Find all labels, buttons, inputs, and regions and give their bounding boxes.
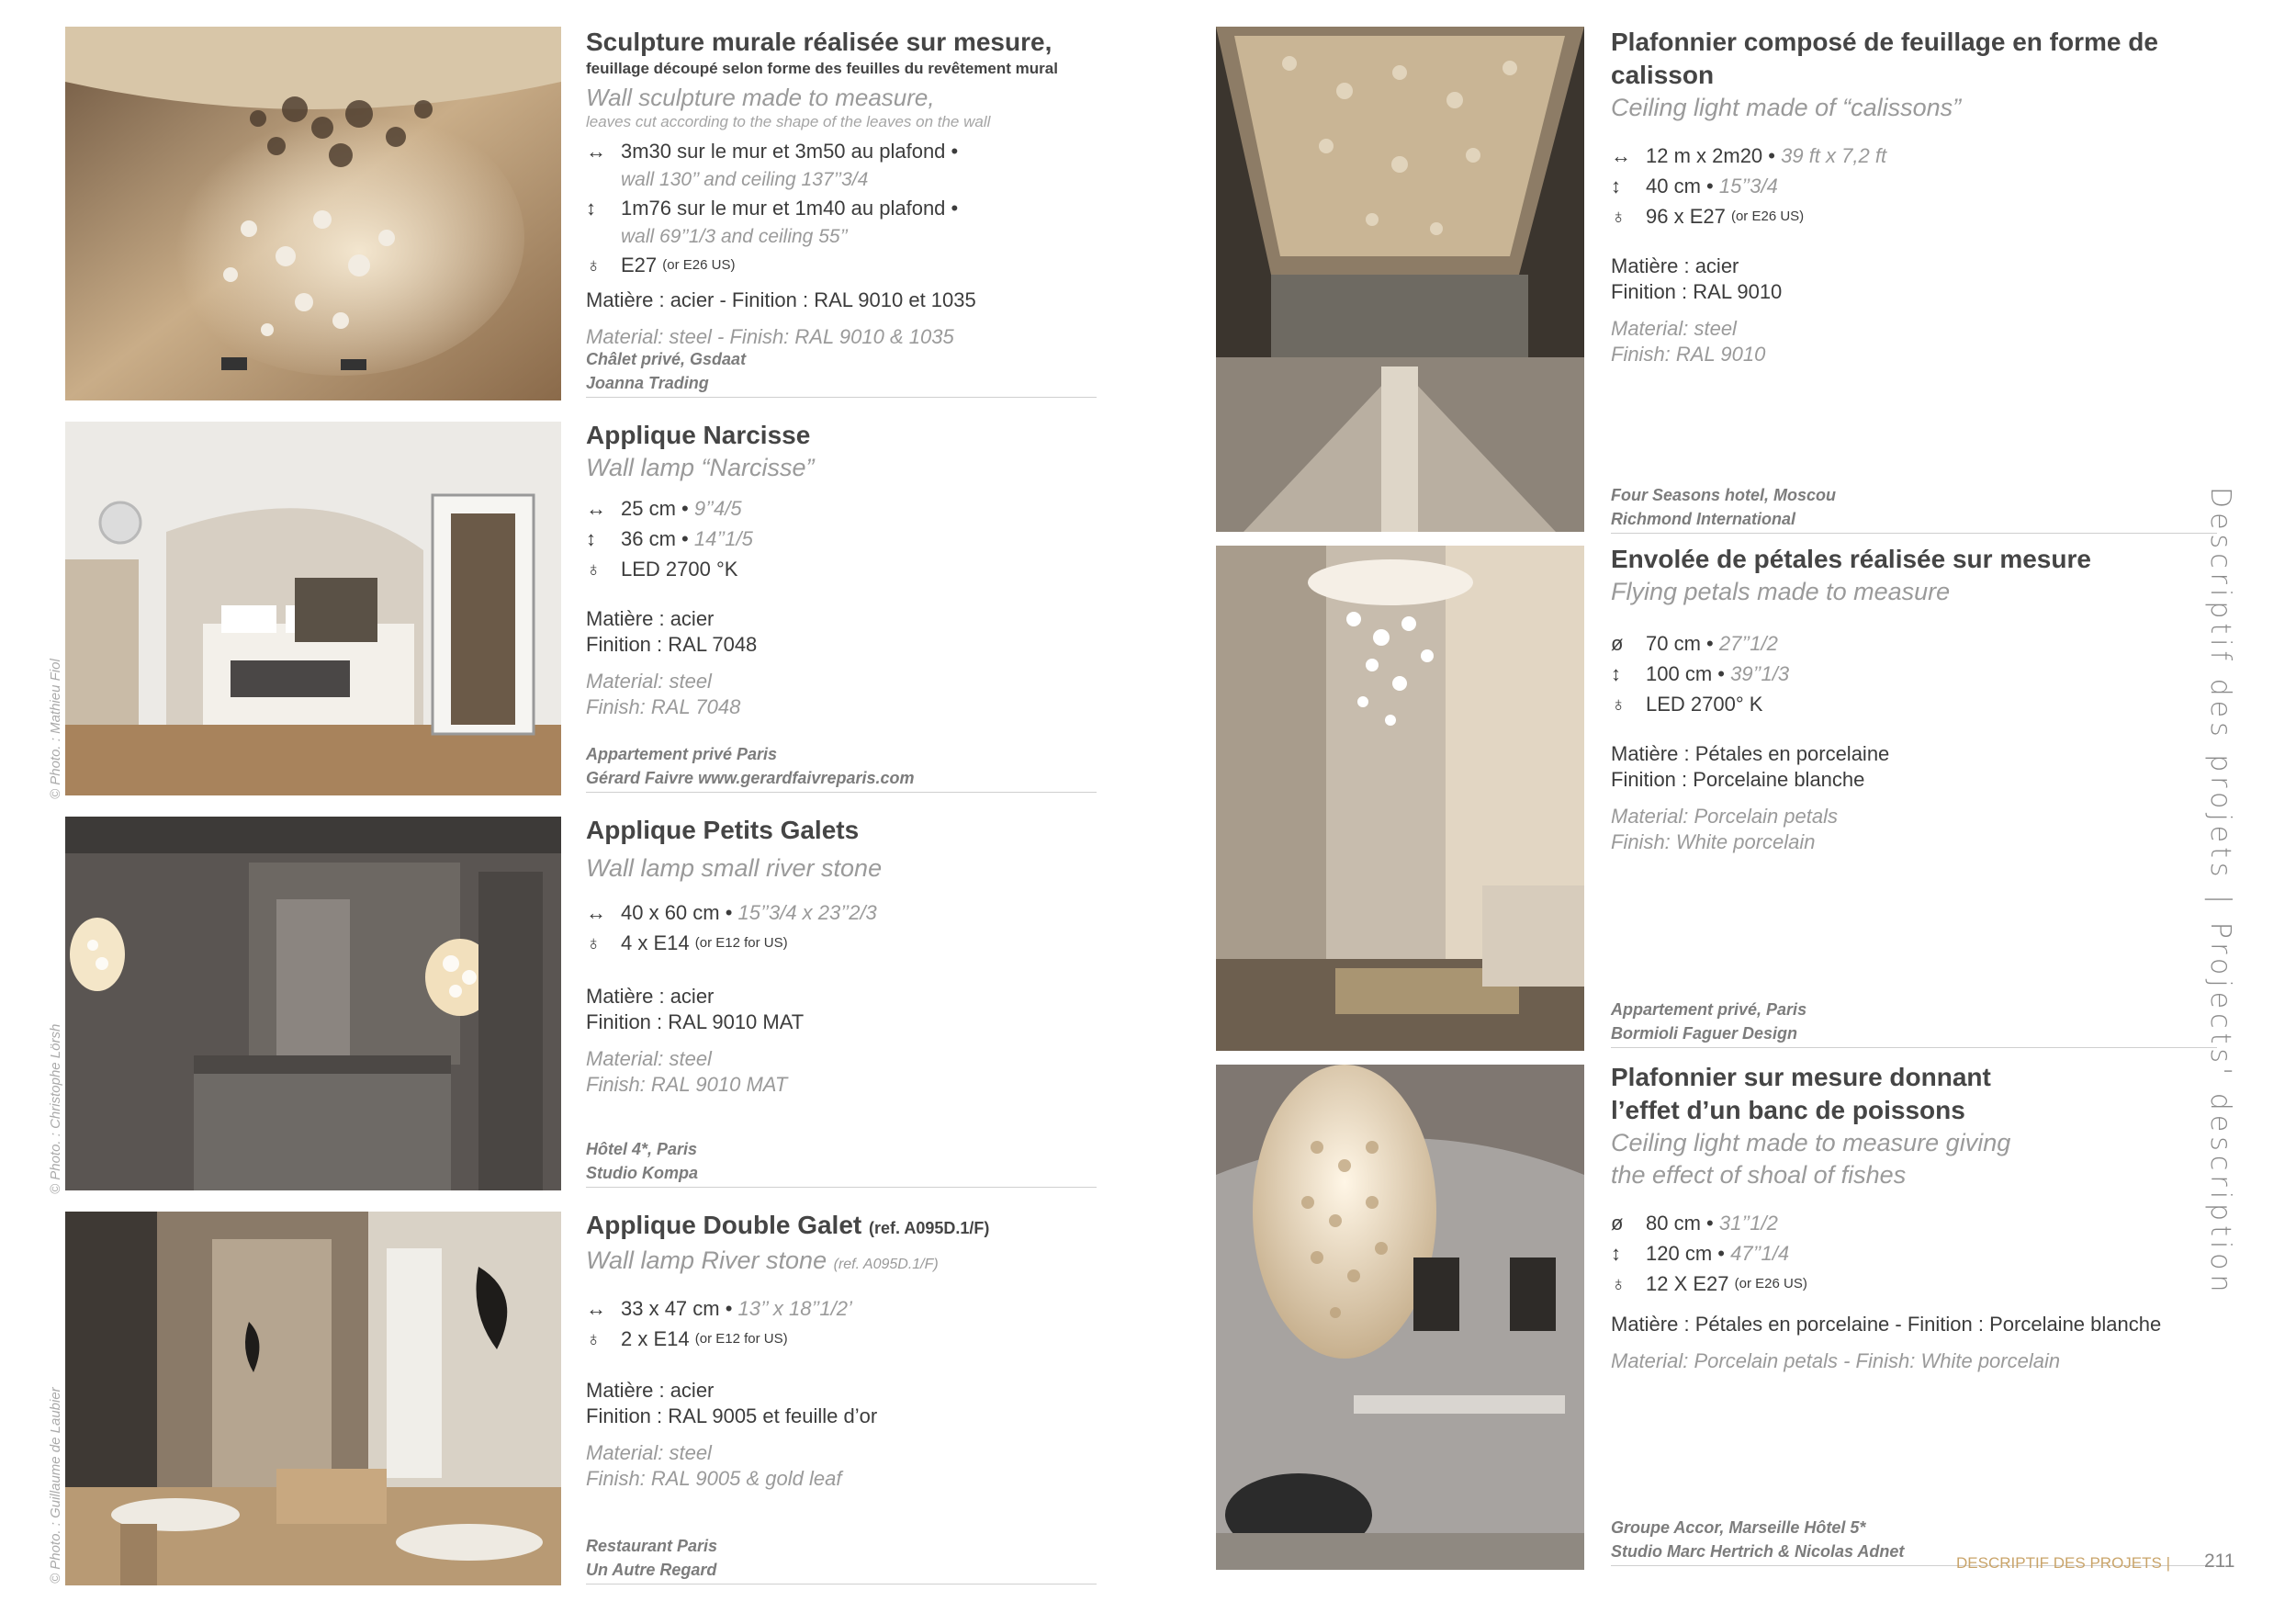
diameter-icon: ø — [1611, 632, 1624, 655]
entry-subtitle: feuillage découpé selon forme des feuilles du revêtement mural — [586, 60, 1058, 77]
spec-bulb: ♁ LED 2700 °K — [586, 554, 1100, 584]
entry-title-en: Ceiling light made of “calissons” — [1611, 94, 1962, 121]
width-arrow-icon: ↔ — [1611, 144, 1631, 167]
photo-shoal-fishes — [1216, 1065, 1584, 1570]
photo-credit-2: © Photo. : Christophe Lörsh — [48, 1023, 63, 1194]
entry-subtitle-en: leaves cut according to the shape of the leaves on the wall — [586, 113, 991, 130]
material-en: Material: Porcelain petals - Finish: White porcelain — [1611, 1349, 2061, 1372]
spec-bulb: ♁ 12 X E27 (or E26 US) — [1611, 1269, 2235, 1299]
entry-petits-galets — [586, 814, 1100, 1098]
entry-title-line2: l’effet d’un banc de poissons — [1611, 1096, 1965, 1124]
width-arrow-icon: ↔ — [586, 140, 606, 163]
finish-en: Finish: RAL 9005 & gold leaf — [586, 1467, 842, 1490]
material-en: Material: steel — [586, 670, 712, 693]
entry-narcisse — [586, 419, 1100, 720]
divider — [586, 792, 1097, 793]
credit-3b: Studio Kompa — [586, 1164, 698, 1182]
spec-diameter: ø 80 cm • 31’’1/2 — [1611, 1208, 2235, 1238]
photo-ceiling-calissons — [1216, 27, 1584, 532]
credit-r3b: Studio Marc Hertrich & Nicolas Adnet — [1611, 1542, 1905, 1561]
divider — [1611, 1047, 2217, 1048]
height-arrow-icon: ↕ — [1611, 662, 1621, 685]
finish: Finition : RAL 9010 MAT — [586, 1010, 805, 1033]
photo-wall-sculpture — [65, 27, 561, 400]
entry-title-en: Wall lamp small river stone — [586, 854, 883, 882]
spec-bulb: ♁ 2 x E14 (or E12 for US) — [586, 1324, 1100, 1354]
spec-height: ↕ 100 cm • 39’’1/3 — [1611, 659, 2235, 689]
finish: Finition : RAL 7048 — [586, 633, 758, 656]
credit-r2b: Bormioli Faguer Design — [1611, 1024, 1798, 1043]
material-en: Material: steel — [1611, 317, 1737, 340]
entry-wall-sculpture — [586, 26, 1100, 350]
spec-size: ↔ 40 x 60 cm • 15’’3/4 x 23’’2/3 — [586, 897, 1100, 928]
finish-en: Finish: RAL 7048 — [586, 695, 741, 718]
footer-section-label: DESCRIPTIF DES PROJETS | — [1956, 1554, 2171, 1572]
credit-2b: Gérard Faivre www.gerardfaivreparis.com — [586, 769, 915, 787]
bulb-icon: ♁ — [1611, 693, 1626, 716]
credit-r2a: Appartement privé, Paris — [1611, 1000, 1807, 1019]
entry-flying-petals — [1611, 543, 2235, 855]
entry-title: Sculpture murale réalisée sur mesure, — [586, 28, 1052, 56]
bulb-icon: ♁ — [586, 931, 602, 954]
entry-title: Applique Narcisse — [586, 421, 811, 449]
credit-2a: Appartement privé Paris — [586, 745, 778, 763]
photo-flying-petals — [1216, 546, 1584, 1051]
spec-width-en: wall 130’’ and ceiling 137’’3/4 — [621, 169, 869, 190]
height-arrow-icon: ↕ — [586, 197, 596, 220]
entry-title: Applique Double Galet (ref. A095D.1/F) — [586, 1211, 990, 1239]
spec-height: ↕ 36 cm • 14’’1/5 — [586, 524, 1100, 554]
spec-height: ↕ 40 cm • 15’’3/4 — [1611, 171, 2235, 201]
divider — [586, 1187, 1097, 1188]
photo-hotel-hall — [65, 817, 561, 1190]
finish-en: Finish: White porcelain — [1611, 830, 1816, 853]
entry-double-galet — [586, 1209, 1100, 1492]
bulb-icon: ♁ — [586, 254, 602, 276]
side-section-title: Descriptif des projets | Projects' description — [2204, 487, 2236, 1297]
entry-title-en-line2: the effect of shoal of fishes — [1611, 1161, 1907, 1189]
finish: Finition : Porcelaine blanche — [1611, 768, 1865, 791]
spec-bulb: ♁ 4 x E14 (or E12 for US) — [586, 928, 1100, 958]
credit-r3a: Groupe Accor, Marseille Hôtel 5* — [1611, 1518, 1866, 1537]
material-en: Material: steel - Finish: RAL 9010 & 1035 — [586, 325, 954, 348]
finish: Finition : RAL 9005 et feuille d’or — [586, 1404, 878, 1427]
spec-bulb: ♁ 96 x E27 (or E26 US) — [1611, 201, 2235, 231]
credit-1a: Châlet privé, Gsdaat — [586, 350, 747, 368]
material: Matière : acier — [1611, 254, 1739, 277]
height-arrow-icon: ↕ — [1611, 175, 1621, 197]
material: Matière : acier — [586, 985, 715, 1008]
photo-credit-3: © Photo. : Guillaume de Laubier — [48, 1387, 63, 1584]
diameter-icon: ø — [1611, 1212, 1624, 1235]
spec-width: ↔ 3m30 sur le mur et 3m50 au plafond • — [586, 136, 1100, 166]
spec-height-en: wall 69’’1/3 and ceiling 55’’ — [621, 226, 849, 247]
material: Matière : Pétales en porcelaine — [1611, 742, 1890, 765]
material-en: Material: steel — [586, 1047, 712, 1070]
spec-size: ↔ 33 x 47 cm • 13’’ x 18’’1/2’ — [586, 1293, 1100, 1324]
width-arrow-icon: ↔ — [586, 497, 606, 520]
bulb-icon: ♁ — [1611, 1272, 1626, 1295]
spec-bulb: ♁ LED 2700° K — [1611, 689, 2235, 719]
material-en: Material: steel — [586, 1441, 712, 1464]
finish-en: Finish: RAL 9010 — [1611, 343, 1766, 366]
photo-credit-1: © Photo. : Mathieu Fiol — [48, 659, 63, 799]
material: Matière : acier — [586, 607, 715, 630]
bulb-icon: ♁ — [586, 558, 602, 581]
height-arrow-icon: ↕ — [586, 527, 596, 550]
spec-height: ↕ 1m76 sur le mur et 1m40 au plafond • — [586, 193, 1100, 223]
spec-diameter: ø 70 cm • 27’’1/2 — [1611, 628, 2235, 659]
spec-bulb: ♁ E27 (or E26 US) — [586, 250, 1100, 280]
credit-r1a: Four Seasons hotel, Moscou — [1611, 486, 1837, 504]
height-arrow-icon: ↕ — [1611, 1242, 1621, 1265]
material: Matière : acier — [586, 1379, 715, 1402]
width-arrow-icon: ↔ — [586, 901, 606, 924]
material: Matière : Pétales en porcelaine - Finition : Porcelaine blanche — [1611, 1313, 2162, 1336]
entry-title-en-line1: Ceiling light made to measure giving — [1611, 1129, 2011, 1156]
credit-1b: Joanna Trading — [586, 374, 709, 392]
credit-3a: Hôtel 4*, Paris — [586, 1140, 698, 1158]
spec-width: ↔ 25 cm • 9’’4/5 — [586, 493, 1100, 524]
entry-title: Plafonnier composé de feuillage en forme de calisson — [1611, 28, 2158, 89]
entry-title-en: Flying petals made to measure — [1611, 578, 1951, 605]
divider — [1611, 533, 2217, 534]
entry-title-line1: Plafonnier sur mesure donnant — [1611, 1063, 1991, 1091]
page-number: 211 — [2204, 1551, 2235, 1572]
spec-height: ↕ 120 cm • 47’’1/4 — [1611, 1238, 2235, 1269]
credit-r1b: Richmond International — [1611, 510, 1796, 528]
entry-title-en: Wall lamp River stone (ref. A095D.1/F) — [586, 1246, 939, 1274]
credit-4b: Un Autre Regard — [586, 1561, 717, 1579]
material: Matière : acier - Finition : RAL 9010 et 1035 — [586, 288, 976, 311]
photo-restaurant — [65, 1212, 561, 1585]
entry-title-en: Wall sculpture made to measure, — [586, 84, 935, 111]
entry-calissons — [1611, 26, 2235, 367]
finish-en: Finish: RAL 9010 MAT — [586, 1073, 788, 1096]
entry-title-en: Wall lamp “Narcisse” — [586, 454, 815, 481]
divider — [586, 1584, 1097, 1585]
spec-size: ↔ 12 m x 2m20 • 39 ft x 7,2 ft — [1611, 141, 2235, 171]
entry-shoal-fishes — [1611, 1061, 2235, 1374]
finish: Finition : RAL 9010 — [1611, 280, 1783, 303]
width-arrow-icon: ↔ — [586, 1297, 606, 1320]
bulb-icon: ♁ — [586, 1327, 602, 1350]
credit-4a: Restaurant Paris — [586, 1537, 718, 1555]
divider — [586, 397, 1097, 398]
bulb-icon: ♁ — [1611, 205, 1626, 228]
photo-bedroom — [65, 422, 561, 795]
entry-title: Envolée de pétales réalisée sur mesure — [1611, 545, 2091, 573]
material-en: Material: Porcelain petals — [1611, 805, 1839, 828]
entry-title: Applique Petits Galets — [586, 816, 860, 844]
